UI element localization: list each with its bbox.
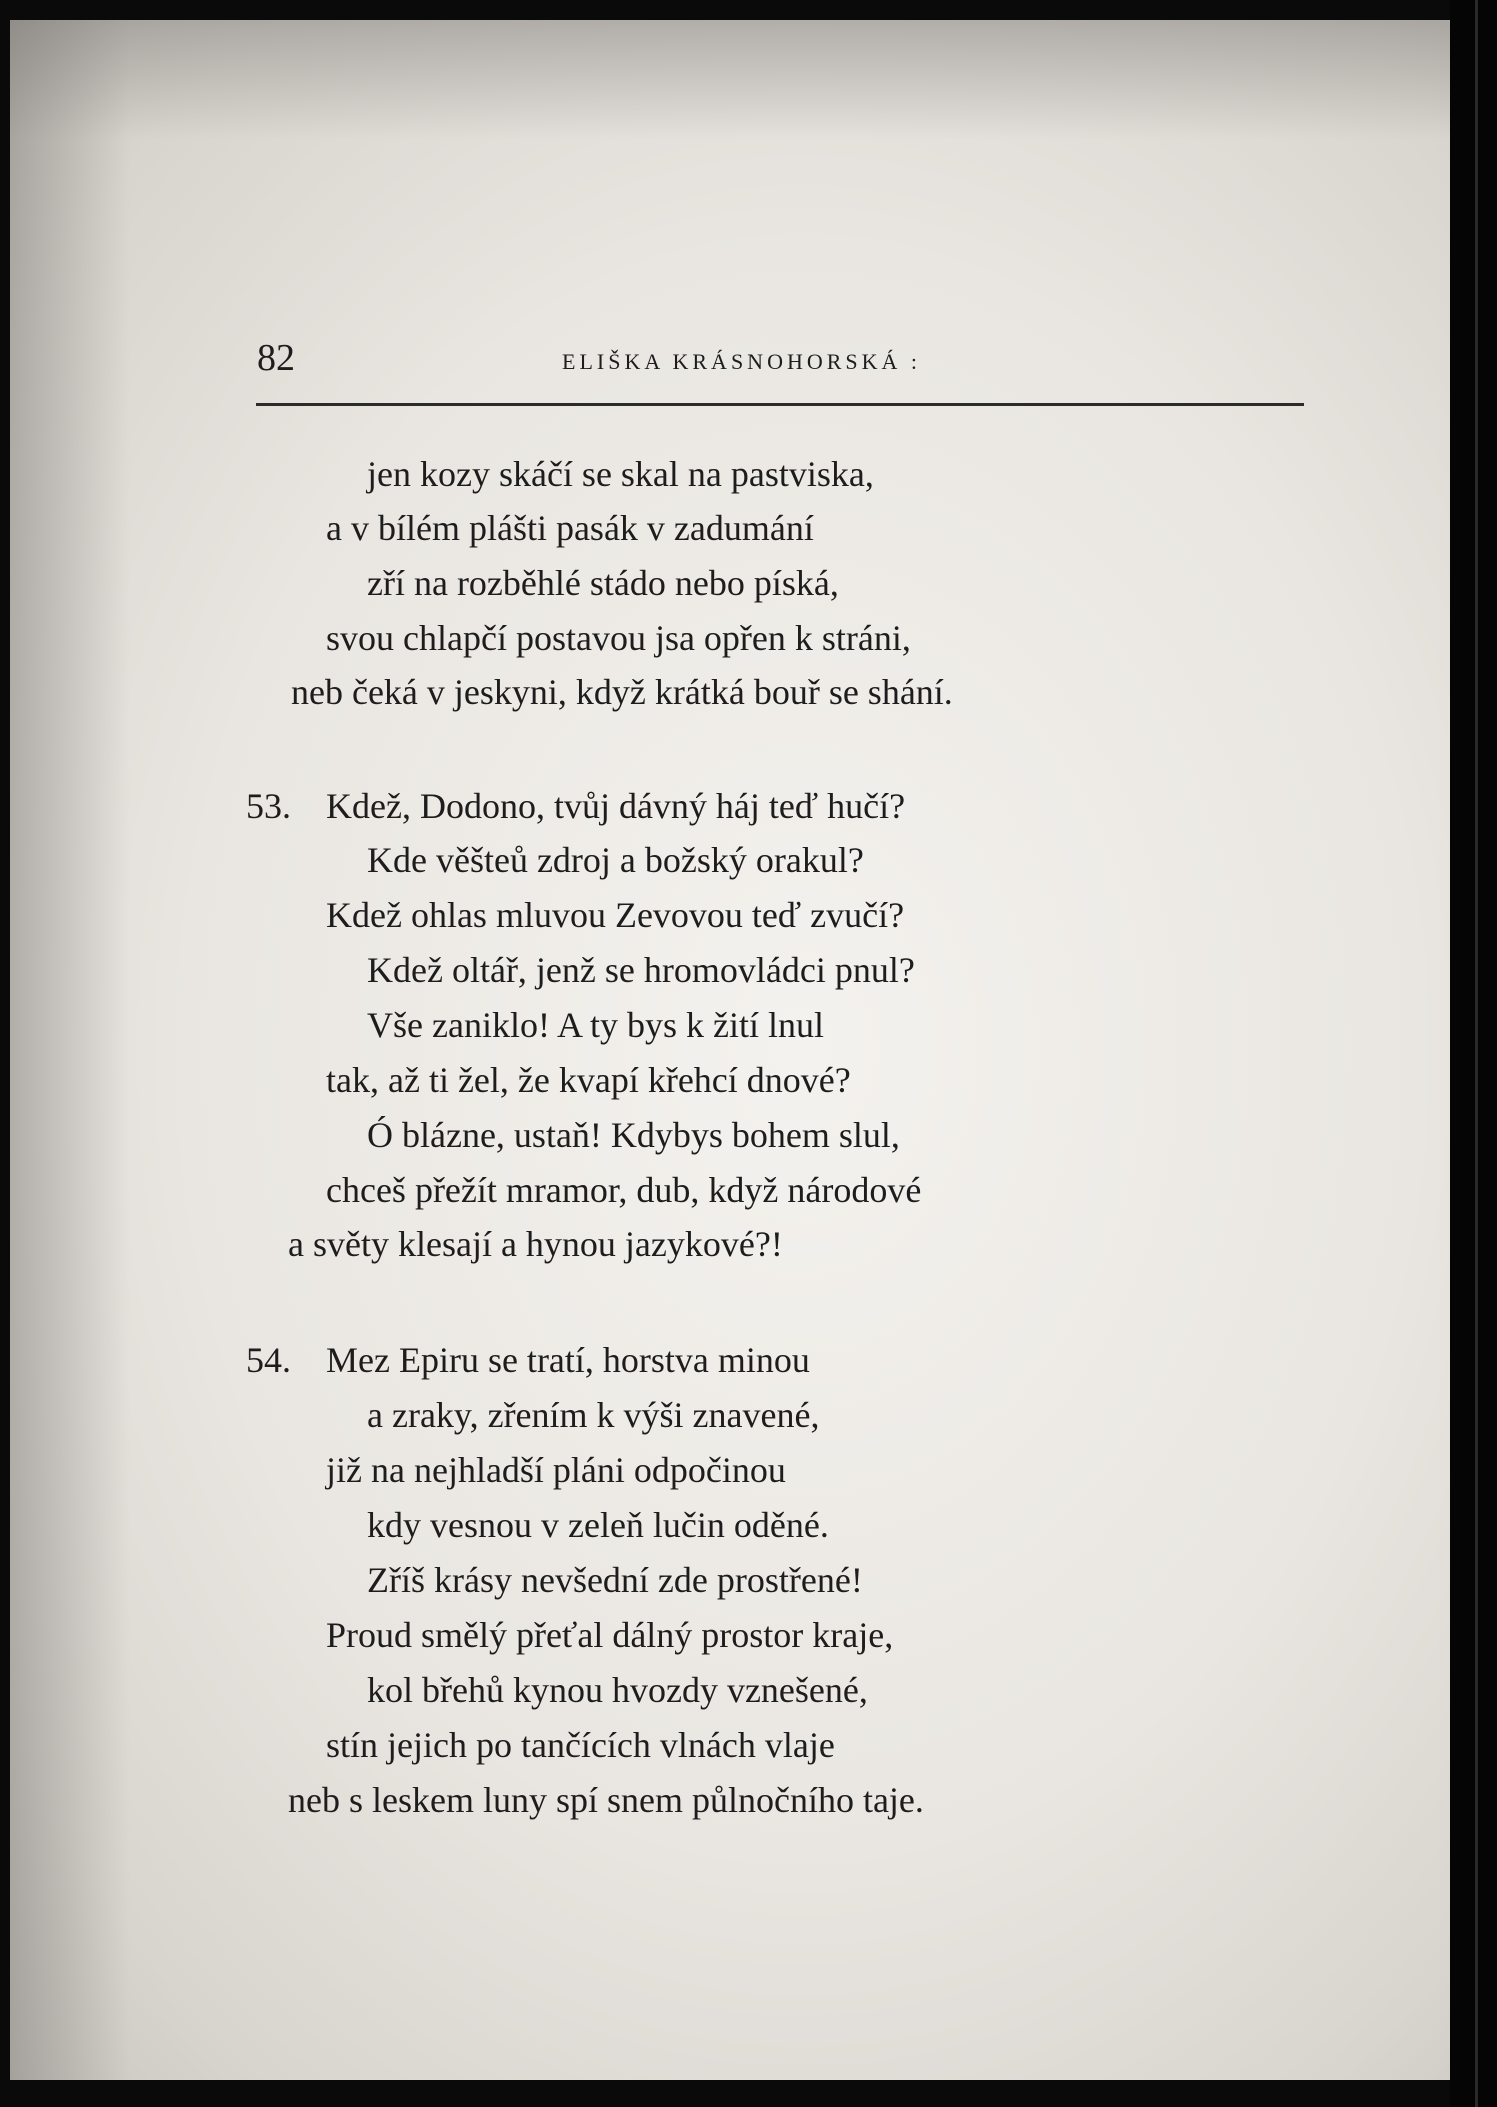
verse-line: Mez Epiru se tratí, horstva minou [326,1340,810,1380]
verse-line: chceš přežít mramor, dub, když národové [326,1170,922,1210]
scan-dark-border [1450,0,1497,2107]
page-shadow-left [10,20,130,2080]
verse-line: kol břehů kynou hvozdy vznešené, [367,1670,868,1710]
scan-edge-line [1475,0,1478,2107]
verse-line: již na nejhladší pláni odpočinou [326,1450,786,1490]
verse-line: Kdež ohlas mluvou Zevovou teď zvučí? [326,895,905,935]
page-number: 82 [257,337,295,379]
verse-line: neb čeká v jeskyni, když krátká bouř se shání. [291,672,953,712]
verse-line: tak, až ti žel, že kvapí křehcí dnové? [326,1060,851,1100]
book-page [10,20,1450,2080]
page-shadow-top [10,20,1450,140]
verse-line: svou chlapčí postavou jsa opřen k stráni, [326,618,911,658]
verse-line: Proud smělý přeťal dálný prostor kraje, [326,1615,894,1655]
running-head: ELIŠKA KRÁSNOHORSKÁ : [562,349,922,374]
verse-line: a v bílém plášti pasák v zadumání [326,508,814,548]
verse-line: Kde věšteů zdroj a božský orakul? [367,840,864,880]
header-rule [256,403,1304,406]
verse-line: neb s leskem luny spí snem půlnočního taje. [288,1780,924,1820]
stanza-number: 54. [246,1340,291,1380]
verse-line: zří na rozběhlé stádo nebo píská, [367,563,839,603]
verse-line: Zříš krásy nevšední zde prostřené! [367,1560,863,1600]
stanza-number: 53. [246,786,291,826]
verse-line: Kdež oltář, jenž se hromovládci pnul? [367,950,915,990]
verse-line: Ó blázne, ustaň! Kdybys bohem slul, [367,1115,900,1155]
verse-line: a světy klesají a hynou jazykové?! [288,1224,783,1264]
verse-line: jen kozy skáčí se skal na pastviska, [367,454,874,494]
verse-line: a zraky, zřením k výši znavené, [367,1395,820,1435]
verse-line: stín jejich po tančících vlnách vlaje [326,1725,835,1765]
verse-line: Vše zaniklo! A ty bys k žití lnul [367,1005,824,1045]
verse-line: kdy vesnou v zeleň lučin oděné. [367,1505,829,1545]
verse-line: Kdež, Dodono, tvůj dávný háj teď hučí? [326,786,906,826]
